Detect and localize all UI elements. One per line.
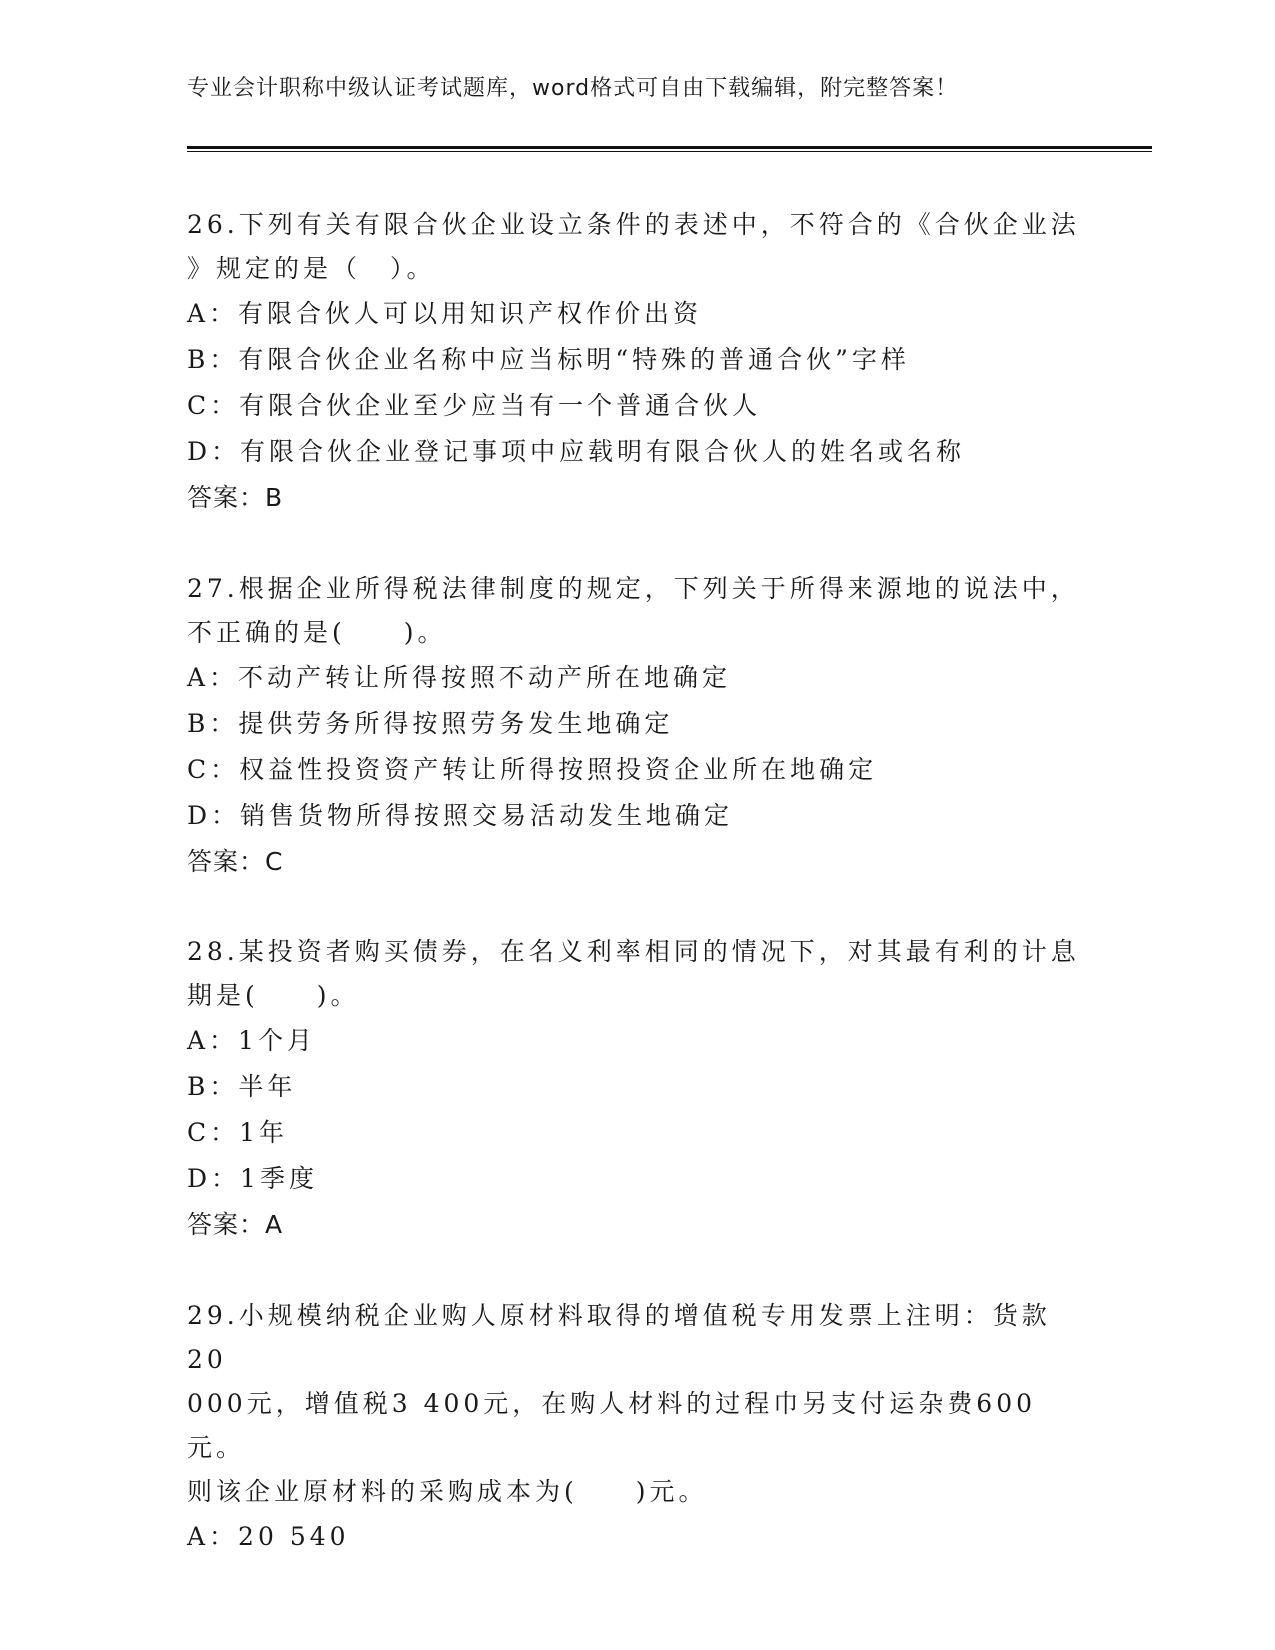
answer: 答案：C [187,847,284,876]
option-a: A：1个月 [187,1026,316,1055]
header-divider-thin [187,151,1152,152]
option-d: D：有限合伙企业登记事项中应载明有限合伙人的姓名或名称 [187,437,966,466]
option-c: C：1年 [187,1118,289,1147]
question-stem-line: 27.根据企业所得税法律制度的规定，下列关于所得来源地的说法中， [187,574,1080,603]
question-stem-line: 000元，增值税3 400元，在购人材料的过程巾另支付运杂费600元。 [187,1389,1037,1462]
question-stem-line: 26.下列有关有限合伙企业设立条件的表述中，不符合的《合伙企业法 [187,210,1080,239]
page-header: 专业会计职称中级认证考试题库，word格式可自由下载编辑，附完整答案！ [187,76,959,101]
option-c: C：权益性投资资产转让所得按照投资企业所在地确定 [187,755,878,784]
answer: 答案：B [187,483,284,512]
option-c: C：有限合伙企业至少应当有一个普通合伙人 [187,391,762,420]
question-stem-line: 则该企业原材料的采购成本为( )元。 [187,1477,708,1506]
question-29 [187,1294,1087,1560]
question-stem [187,567,1087,655]
option-a: A：20 540 [187,1522,350,1551]
question-28 [187,930,1087,1248]
question-27 [187,567,1087,885]
question-stem [187,930,1087,1018]
question-stem [187,1294,1087,1514]
option-d: D：1季度 [187,1164,318,1193]
question-stem-line: 》规定的是（ ）。 [187,254,436,283]
question-26 [187,203,1087,521]
question-stem-line: 28.某投资者购买债券，在名义利率相同的情况下，对其最有利的计息 [187,937,1080,966]
option-b: B：半年 [187,1072,297,1101]
answer: 答案：A [187,1210,284,1239]
question-stem-line: 不正确的是( )。 [187,618,447,647]
option-a: A：有限合伙人可以用知识产权作价出资 [187,299,703,328]
question-stem-line: 期是( )。 [187,981,360,1010]
question-stem [187,203,1087,291]
option-b: B：有限合伙企业名称中应当标明“特殊的普通合伙”字样 [187,345,910,374]
question-stem-line: 29.小规模纳税企业购人原材料取得的增值税专用发票上注明：货款20 [187,1301,1051,1374]
option-a: A：不动产转让所得按照不动产所在地确定 [187,663,732,692]
header-divider-thick [187,146,1152,149]
option-b: B：提供劳务所得按照劳务发生地确定 [187,709,674,738]
option-d: D：销售货物所得按照交易活动发生地确定 [187,801,734,830]
